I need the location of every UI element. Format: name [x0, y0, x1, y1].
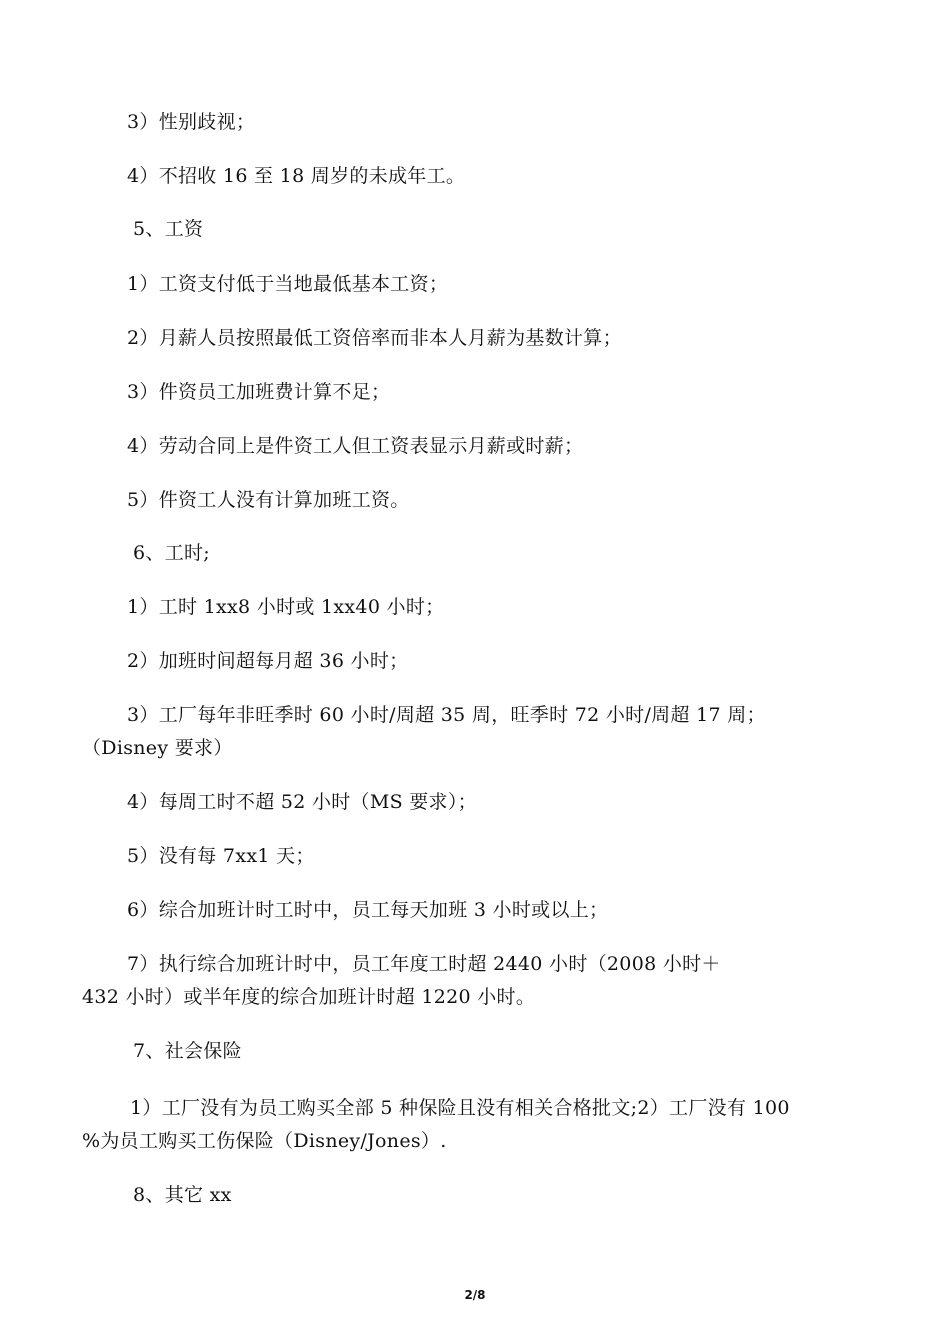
list-item-continuation: %为员工购买工伤保险（Disney/Jones）. [82, 1130, 447, 1152]
list-item: 7）执行综合加班计时中，员工年度工时超 2440 小时（2008 小时＋ [127, 953, 721, 975]
list-item: 4）劳动合同上是件资工人但工资表显示月薪或时薪； [127, 435, 584, 457]
section-heading: 7、社会保险 [133, 1040, 242, 1062]
list-item: 2）加班时间超每月超 36 小时； [127, 650, 409, 672]
list-item: 4）不招收 16 至 18 周岁的未成年工。 [127, 165, 466, 187]
list-item: 3）件资员工加班费计算不足； [127, 381, 391, 403]
list-item: 1）工资支付低于当地最低基本工资； [127, 273, 449, 295]
section-heading: 5、工资 [133, 218, 204, 240]
list-item: 3）性别歧视； [127, 111, 256, 133]
list-item: 5）没有每 7xx1 天； [127, 845, 315, 867]
page-number: 2/8 [464, 1288, 486, 1302]
list-item-continuation: （Disney 要求） [82, 737, 233, 759]
list-item: 6）综合加班计时工时中，员工每天加班 3 小时或以上； [127, 899, 609, 921]
list-item: 3）工厂每年非旺季时 60 小时/周超 35 周，旺季时 72 小时/周超 17 周； [127, 704, 766, 726]
section-heading: 8、其它 xx [133, 1184, 232, 1206]
list-item: 4）每周工时不超 52 小时（MS 要求）； [127, 791, 477, 813]
list-item-continuation: 432 小时）或半年度的综合加班计时超 1220 小时。 [82, 986, 536, 1008]
section-heading: 6、工时; [133, 542, 210, 564]
list-item: 1）工厂没有为员工购买全部 5 种保险且没有相关合格批文;2）工厂没有 100 [130, 1097, 790, 1119]
list-item: 2）月薪人员按照最低工资倍率而非本人月薪为基数计算； [127, 327, 622, 349]
list-item: 1）工时 1xx8 小时或 1xx40 小时； [127, 596, 445, 618]
list-item: 5）件资工人没有计算加班工资。 [127, 489, 410, 511]
